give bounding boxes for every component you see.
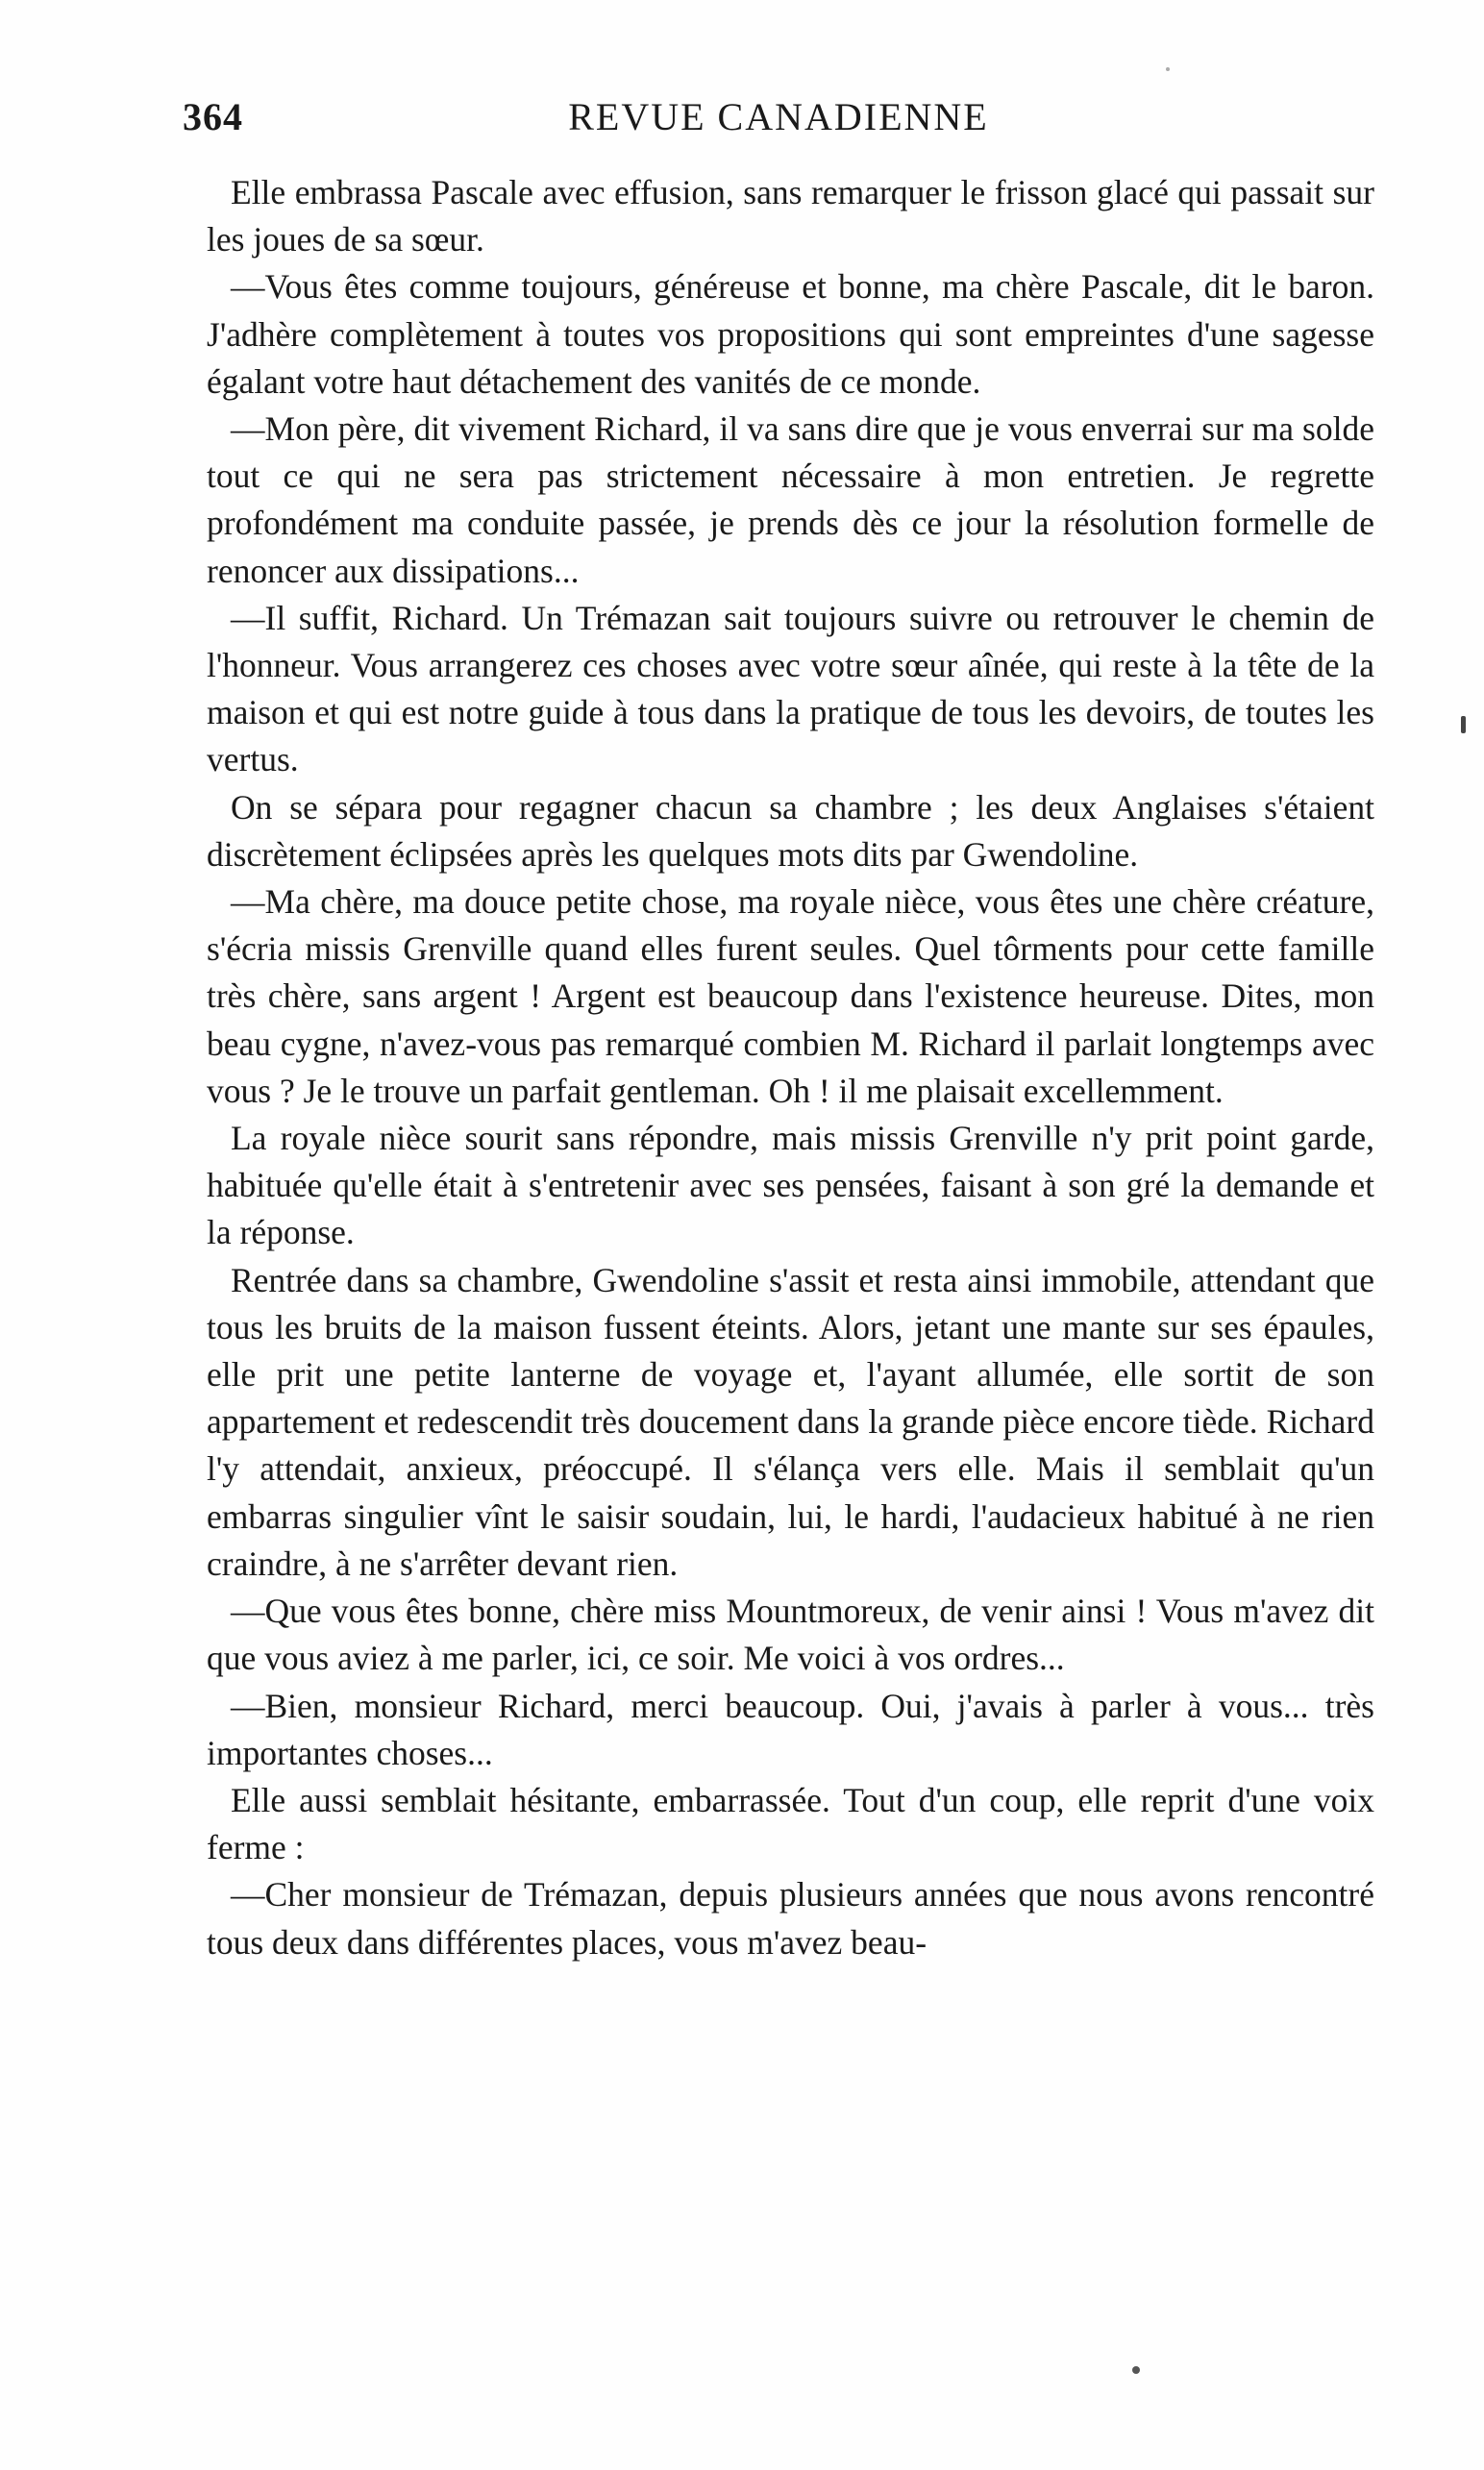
paragraph: —Que vous êtes bonne, chère miss Mountmoreux, de venir ainsi ! Vous m'avez dit que vous aviez à me parler, ici, ce soir. Me voici à vos ordres...	[207, 1592, 1374, 1678]
ink-speck	[1461, 716, 1466, 733]
paragraph: —Vous êtes comme toujours, généreuse et bonne, ma chère Pascale, dit le baron. J'adhère complètement à toutes vos propositions qui sont empreintes d'une sagesse égalant votre haut détachement des vanités de ce monde.	[207, 267, 1374, 401]
ink-speck	[1132, 2366, 1140, 2374]
paragraph: —Il suffit, Richard. Un Trémazan sait toujours suivre ou retrouver le chemin de l'honneur. Vous arrangerez ces choses avec votre sœur aînée, qui reste à la tête de la maison et qui est notre guide à tous dans la pratique de tous les devoirs, de toutes les vertus.	[207, 598, 1374, 779]
paragraph: La royale nièce sourit sans répondre, mais missis Grenville n'y prit point garde, habituée qu'elle était à s'entretenir avec ses pensées, faisant à son gré la demande et la réponse.	[207, 1119, 1374, 1252]
page-number: 364	[183, 95, 243, 138]
paragraph: On se sépara pour regagner chacun sa chambre ; les deux Anglaises s'étaient discrètement éclipsées après les quelques mots dits par Gwendoline.	[207, 787, 1374, 874]
paragraph: —Mon père, dit vivement Richard, il va sans dire que je vous enverrai sur ma solde tout ce qui ne sera pas strictement nécessaire à mon entretien. Je regrette profondément ma conduite passée, je prends dès ce jour la résolution formelle de renoncer aux dissipations...	[207, 409, 1374, 590]
paragraph: —Bien, monsieur Richard, merci beaucoup. Oui, j'avais à parler à vous... très importantes choses...	[207, 1686, 1374, 1772]
paragraph: Rentrée dans sa chambre, Gwendoline s'assit et resta ainsi immobile, attendant que tous les bruits de la maison fussent éteints. Alors, jetant une mante sur ses épaules, elle prit une petite lanterne de voyage et, l'ayant allumée, elle sortit de son appartement et redescendit très doucement dans la grande pièce encore tiède. Richard l'y attendait, anxieux, préoccupé. Il s'élança vers elle. Mais il semblait qu'un embarras singulier vînt le saisir soudain, lui, le hardi, l'audacieux habitué à ne rien craindre, à ne s'arrêter devant rien.	[207, 1260, 1374, 1583]
running-head: REVUE CANADIENNE	[568, 95, 989, 138]
body-text	[207, 169, 1374, 1966]
ink-speck	[1166, 67, 1170, 71]
paragraph: —Cher monsieur de Trémazan, depuis plusieurs années que nous avons rencontré tous deux dans différentes places, vous m'avez beau-	[207, 1875, 1374, 1962]
paragraph: Elle aussi semblait hésitante, embarrassée. Tout d'un coup, elle reprit d'une voix ferme :	[207, 1780, 1374, 1867]
paragraph: —Ma chère, ma douce petite chose, ma royale nièce, vous êtes une chère créature, s'écria missis Grenville quand elles furent seules. Quel tôrments pour cette famille très chère, sans argent ! Argent est beaucoup dans l'existence heureuse. Dites, mon beau cygne, n'avez-vous pas remarqué combien M. Richard il parlait longtemps avec vous ? Je le trouve un parfait gentleman. Oh ! il me plaisait excellemment.	[207, 882, 1374, 1110]
paragraph: Elle embrassa Pascale avec effusion, sans remarquer le frisson glacé qui passait sur les joues de sa sœur.	[207, 173, 1374, 259]
page-header	[183, 86, 1374, 144]
